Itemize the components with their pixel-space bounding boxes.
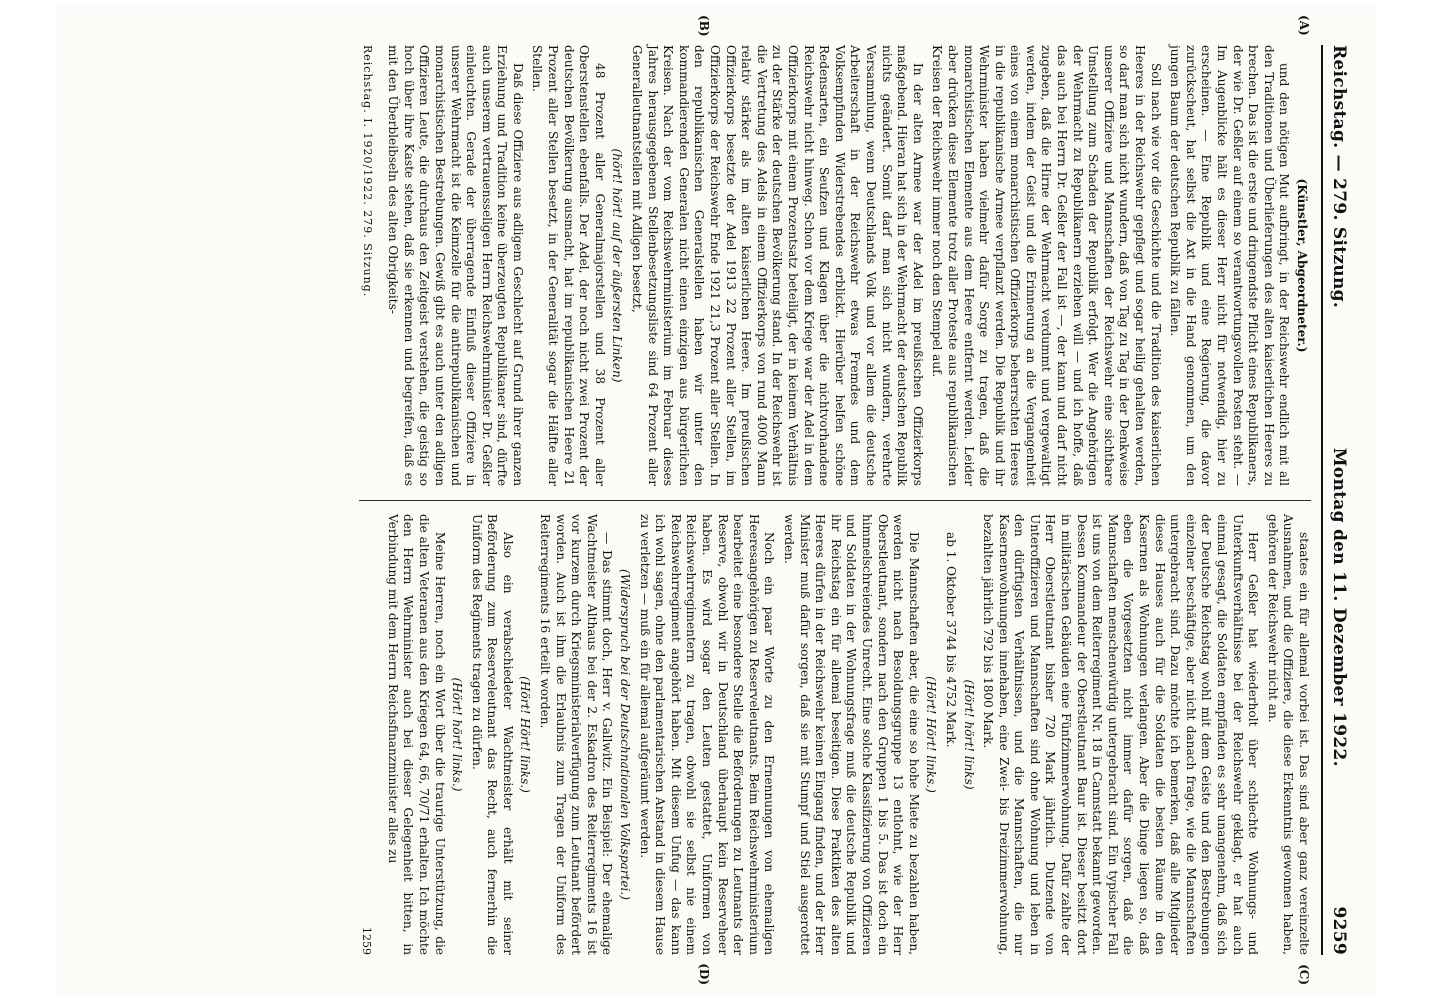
footer-page-number: 1259 [360, 927, 374, 955]
margin-marker-a: (A) [1297, 15, 1311, 36]
header-date: Montag den 11. Dezember 1922. [1329, 447, 1349, 767]
interjection: (Widerspruch bei der Deutschnationalen Volkspartei.) [618, 569, 633, 900]
document-page [57, 5, 1377, 995]
two-column-body [359, 15, 1311, 985]
paragraph: staates ein für allemal vorbei ist. Das sind aber ganz vereinzelte Ausnahmen, und die Offiziere, die diese Erkenntnis gewonnen haben, gehören der Reichswehr nicht an. [1265, 514, 1311, 955]
column-divider [359, 500, 1311, 501]
speaker-name: (Künstler, Abgeordneter.) [1295, 178, 1309, 353]
interjection: (Hört! hört! links) [961, 679, 976, 790]
paragraph: und den nötigen Mut aufbringt, in der Reichswehr endlich mit all den Traditionen und Überlieferungen des alten kaiserlichen Heeres zu brechen. Das ist die erste und dringendste Pflicht eines Republikaners, der wie Dr. Geßler auf einem so verantwortungsvollen Posten steht. — Im Augenblicke hält es dieser Herr nicht für notwendig, hier zu erscheinen. — Eine Republik und eine Regierung, die davor zurückscheut, hat selbst die Axt in die Hand genommen, um den jungen Baum der deutschen Republik zu fällen. [1168, 45, 1292, 486]
page-number: 9259 [1329, 906, 1349, 955]
right-column [359, 514, 1311, 985]
interjection: (Hört! hört! links.) [450, 677, 465, 792]
margin-marker-c: (C) [1297, 964, 1311, 985]
paragraph: 48 Prozent aller Generalmajorstellen und 38 Prozent aller Oberstenstellen ebenfalls. Der Adel, der noch nicht zwei Prozent der deutschen Bevölkerung ausmacht, hat im republikanischen Heere 21 Prozent aller Stellen besetzt, in der Generalität sogar die Hälfte aller Stellen. [530, 45, 607, 486]
page-header [1321, 45, 1349, 955]
paragraph: Noch ein paar Worte zu den Ernennungen von ehemaligen Heeresangehörigen zu Reserveleutnants. Beim Reichswehrministerium bearbeitet eine besondere Stelle die Beförderungen zu Leutnants der Reserve, obwohl wir in Deutschland überhaupt kein Reserveheer haben. Es wird sogar den Leuten gestattet, Uniformen von Reichswehrregimentern zu tragen, obwohl sie selbst nie einem Reichswehrregiment angehört haben. Mit diesem Unfug — das kann ich wohl sagen, ohne den parlamentarischen Anstand in diesem Hause zu verletzen — muß ein für allemal aufgeräumt werden. [637, 514, 777, 955]
paragraph: Herr Geßler hat wiederholt über schlechte Wohnungs- und Unterkunftsverhältnisse bei der Reichswehr geklagt, er hat auch einmal gesagt, die Soldaten empfänden es sehr unangenehm, daß sich der Deutsche Reichstag wohl mit dem Geiste und den Bestrebungen einzelner beschäftige, aber nicht danach frage, wie die Mannschaften untergebracht sind. Dazu möchte ich bemerken, daß alle Mitglieder dieses Hauses auch für die Soldaten die besten Räume in den Kasernen als Wohnungen verlangen. Aber die Dinge liegen so, daß eben die Vorgesetzten nicht immer dafür sorgen, daß die Mannschaften menschenwürdig untergebracht sind. Ein typischer Fall ist uns von dem Reiterregiment Nr. 18 in Cannstatt bekannt geworden. Dessen Kommandeur der Oberstleutnant Baur ist. Dieser besitzt dort in militärischen Gebäuden eine Fünfzimmerwohnung. Dafür zahlte der Herr Oberstleutnant bisher 720 Mark jährlich. Dutzende von Unteroffizieren und Mannschaften sind ohne Wohnung und leben in den dürftigsten Verhältnissen, und die Mannschaften, die nur Kasernenwohnungen innehaben, eine Zwei- bis Dreizimmerwohnung, bezahlten jährlich 792 bis 1800 Mark. [981, 514, 1261, 955]
paragraph: Daß diese Offiziere aus adligem Geschlecht auf Grund ihrer ganzen Erziehung und Tradition keine überzeugten Republikaner sind, dürfte auch unserem vertrauensseligen Herrn Reichswehrminister Dr. Geßler einleuchten. Gerade der überragende Einfluß dieser Offiziere in unserer Wehrmacht ist die Keimzelle für die antirepublikanischen und monarchistischen Bestrebungen. Gewiß gibt es auch unter den adligen Offizieren Leute, die durchaus den Zeitgeist verstehen, die geistig so hoch über ihre Kaste stehen, daß sie erkennen und begreifen, daß es mit den Überbleibseln des alten Obrigkeits- [386, 45, 525, 486]
left-column [359, 15, 1311, 486]
interjection: (Hört! Hört! links.) [518, 676, 533, 793]
header-left: Reichstag. — 279. Sitzung. [1329, 45, 1349, 309]
paragraph: Soll nach wie vor die Geschichte und die Tradition des kaiserlichen Heeres in der Reichswehr gepflegt und sogar heilig gehalten werden, so darf man sich nicht wundern, daß von Tag zu Tag in der Denkweise unserer Offiziere und Mannschaften der Reichswehr eine sichtbare Umstellung zum Schaden der Republik erfolgt. Wer die Angehörigen der Wehrmacht zu Republikanern erziehen will — und ich hoffe, daß das auch bei Herrn Dr. Geßler der Fall ist —, der kann und darf nicht zugeben, daß die Hirne der Wehrmacht verdummt und vergewaltigt werden, indem der Geist und die Erinnerung an die Vergangenheit eines von einem monarchistischen Offizierkorps beherrschten Heeres in die republikanische Armee verpflanzt werden. Die Republik und ihr Wehrminister haben vielmehr dafür Sorge zu tragen, daß die monarchistischen Elemente aus dem Heere entfernt werden. Leider aber drücken diese Elemente trotz aller Proteste aus republikanischen Kreisen der Reichswehr immer noch den Stempel auf. [930, 45, 1163, 486]
footer-source: Reichstag. I. 1920/1922. 279. Sitzung. [360, 45, 374, 298]
margin-marker-b: (B) [697, 15, 711, 37]
paragraph: — Das stimmt doch, Herr v. Gallwitz. Ein Beispiel: Der ehemalige Wachtmeister Althaus bei der 2. Eskadron des Reiterregiments 16 ist vor kurzem durch Kriegsministerialverfügung zum Leutnant befördert worden. Auch ist ihm die Erlaubnis zum Tragen der Uniform des Reiterregiments 16 erteilt worden. [538, 514, 615, 955]
paragraph: Die Mannschaften aber, die eine so hohe Miete zu bezahlen haben, werden nicht nach Besoldungsgruppe 13 entlohnt, wie der Herr Oberstleutnant, sondern nach den Gruppen 1 bis 5. Das ist doch ein himmelschreiendes Unrecht. Eine solche Klassifizierung von Offizieren und Soldaten in der Wohnungsfrage muß die deutsche Republik und ihr Reichstag ein für allemal beseitigen. Diese Praktiken des alten Heeres dürfen in der Reichswehr keinen Eingang finden, und der Herr Minister muß dafür sorgen, daß sie mit Stumpf und Stiel ausgerottet werden. [782, 514, 921, 955]
interjection: (Hört! Hört! links.) [924, 676, 939, 793]
paragraph: ab 1. Oktober 3744 bis 4752 Mark. [943, 532, 958, 748]
paragraph: Also ein verabschiedeter Wachtmeister erhält mit seiner Beförderung zum Reserveleutnant das Recht, auch fernerhin die Uniform des Regiments tragen zu dürfen. [469, 514, 515, 955]
paragraph: Meine Herren, noch ein Wort über die traurige Unterstützung, die die alten Veteranen aus den Kriegen 64, 66, 70/71 erhalten. Ich möchte den Herrn Wehrminister auch bei dieser Gelegenheit bitten, in Verbindung mit dem Herrn Reichsfinanzminister alles zu [385, 514, 447, 955]
interjection: (hört! hört! auf der äußersten Linken) [610, 148, 625, 383]
paragraph: In der alten Armee war der Adel im preußischen Offizierkorps maßgebend. Hieran hat sich in der Wehrmacht der deutschen Republik nichts geändert. Somit darf man sich nicht wundern, verehrte Versammlung, wenn Deutschlands Volk und vor allem die deutsche Arbeiterschaft in der Reichswehr etwas Fremdes und dem Volksempfinden Widerstrebendes erblickt. Hierüber helfen schöne Redensarten, ein Seufzen und Klagen über die nichtvorhandene Reichswehr nicht hinweg. Schon vor dem Kriege war der Adel in dem Offizierkorps mit einem Prozentsatz beteiligt, der in keinem Verhältnis zu der Stärke der deutschen Bevölkerung stand. In der Reichswehr ist die Vertretung des Adels in einem Offizierkorps von rund 4000 Mann relativ stärker als im alten kaiserlichen Heere. Im preußischen Offizierkorps besetzte der Adel 1913 22 Prozent aller Stellen, im Offizierkorps der Reichswehr Ende 1921 21,3 Prozent aller Stellen. In den republikanischen Generalstellen haben wir unter den kommandierenden Generalen nicht einen einzigen aus bürgerlichen Kreisen. Nach der vom Reichswehrministerium im Februar dieses Jahres herausgegebenen Stellenbesetzungsliste sind 64 Prozent aller Generalleutnantstellen mit Adligen besetzt, [630, 45, 925, 486]
margin-marker-d: (D) [697, 963, 711, 985]
